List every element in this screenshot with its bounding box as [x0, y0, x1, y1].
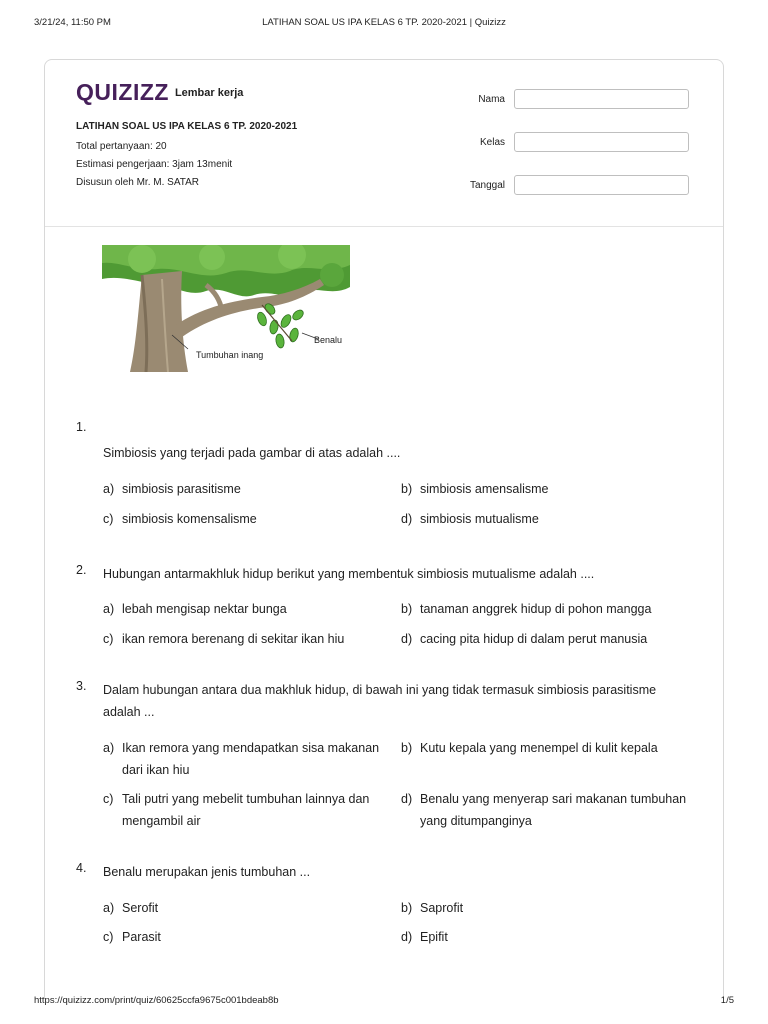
option-letter: b) [401, 602, 413, 616]
option-text: Saprofit [420, 901, 464, 915]
option-d[interactable] [401, 926, 691, 948]
option-letter: c) [103, 512, 114, 526]
brand-subtitle: Lembar kerja [174, 87, 244, 99]
option-b[interactable] [401, 897, 691, 919]
option-a[interactable] [103, 897, 393, 919]
print-page-number: 1/5 [720, 995, 734, 1006]
field-label-kelas: Kelas [479, 136, 505, 148]
kelas-input[interactable] [514, 132, 689, 152]
field-tanggal [465, 174, 689, 196]
option-text: Ikan remora yang mendapatkan sisa makanan dari ikan hiu [122, 741, 380, 777]
field-kelas [465, 131, 689, 153]
question-text: Simbiosis yang terjadi pada gambar di atas adalah .... [103, 446, 401, 460]
option-letter: c) [103, 632, 114, 646]
option-letter: b) [401, 482, 413, 496]
option-text: lebah mengisap nektar bunga [122, 602, 287, 616]
question-number: 4. [76, 861, 87, 875]
option-a[interactable] [103, 737, 393, 781]
quiz-total: Total pertanyaan: 20 [76, 141, 167, 152]
option-text: tanaman anggrek hidup di pohon mangga [420, 602, 652, 616]
option-text: simbiosis komensalisme [122, 512, 257, 526]
option-c[interactable] [103, 508, 393, 530]
option-c[interactable] [103, 788, 393, 832]
quiz-title: LATIHAN SOAL US IPA KELAS 6 TP. 2020-2021 [76, 121, 298, 132]
quiz-estimate: Estimasi pengerjaan: 3jam 13menit [76, 159, 233, 170]
option-letter: d) [401, 930, 413, 944]
figure-label-benalu: Benalu [314, 335, 343, 345]
worksheet [44, 59, 724, 999]
option-b[interactable] [401, 737, 691, 759]
question-text: Benalu merupakan jenis tumbuhan ... [103, 865, 311, 879]
option-letter: d) [401, 632, 413, 646]
option-d[interactable] [401, 788, 691, 832]
print-datetime: 3/21/24, 11:50 PM [34, 17, 111, 28]
figure-label-inang: Tumbuhan inang [196, 350, 264, 360]
option-a[interactable] [103, 598, 393, 620]
question-number: 1. [76, 420, 87, 434]
quiz-author: Disusun oleh Mr. M. SATAR [76, 177, 199, 188]
option-letter: a) [103, 602, 115, 616]
option-d[interactable] [401, 628, 691, 650]
print-title: LATIHAN SOAL US IPA KELAS 6 TP. 2020-2021 | Quizizz [262, 17, 506, 28]
option-text: Serofit [122, 901, 159, 915]
option-letter: a) [103, 482, 115, 496]
quizizz-logo [76, 79, 243, 106]
nama-input[interactable] [514, 89, 689, 109]
option-text: simbiosis amensalisme [420, 482, 549, 496]
option-d[interactable] [401, 508, 691, 530]
option-letter: d) [401, 792, 413, 806]
option-text: Tali putri yang mebelit tumbuhan lainnya dan mengambil air [122, 792, 370, 828]
option-text: Kutu kepala yang menempel di kulit kepala [420, 741, 658, 755]
option-text: ikan remora berenang di sekitar ikan hiu [122, 632, 345, 646]
option-c[interactable] [103, 926, 393, 948]
option-text: Parasit [122, 930, 161, 944]
option-b[interactable] [401, 478, 691, 500]
option-letter: b) [401, 741, 413, 755]
tree-benalu-figure [102, 245, 350, 372]
question-text: Hubungan antarmakhluk hidup berikut yang membentuk simbiosis mutualisme adalah .... [103, 567, 595, 581]
worksheet-header [45, 60, 723, 227]
option-b[interactable] [401, 598, 691, 620]
student-fields [465, 88, 689, 217]
tanggal-input[interactable] [514, 175, 689, 195]
quiz-info [76, 119, 316, 192]
field-label-nama: Nama [478, 93, 505, 105]
option-letter: c) [103, 930, 114, 944]
field-label-tanggal: Tanggal [469, 179, 505, 191]
option-letter: b) [401, 901, 413, 915]
print-url: https://quizizz.com/print/quiz/60625ccfa9675c001bdeab8b [34, 995, 279, 1006]
option-text: Epifit [420, 930, 448, 944]
brand-name: QUIZIZZ [76, 79, 169, 105]
option-c[interactable] [103, 628, 393, 650]
option-a[interactable] [103, 478, 393, 500]
option-text: simbiosis mutualisme [420, 512, 539, 526]
option-letter: a) [103, 741, 115, 755]
question-text: Dalam hubungan antara dua makhluk hidup, di bawah ini yang tidak termasuk simbiosis parasitisme adalah ... [103, 683, 657, 719]
option-text: Benalu yang menyerap sari makanan tumbuhan yang ditumpanginya [420, 792, 687, 828]
option-letter: d) [401, 512, 413, 526]
option-text: cacing pita hidup di dalam perut manusia [420, 632, 648, 646]
question-number: 3. [76, 679, 87, 693]
option-letter: a) [103, 901, 115, 915]
question-number: 2. [76, 563, 87, 577]
field-nama [465, 88, 689, 110]
option-letter: c) [103, 792, 114, 806]
option-text: simbiosis parasitisme [122, 482, 241, 496]
